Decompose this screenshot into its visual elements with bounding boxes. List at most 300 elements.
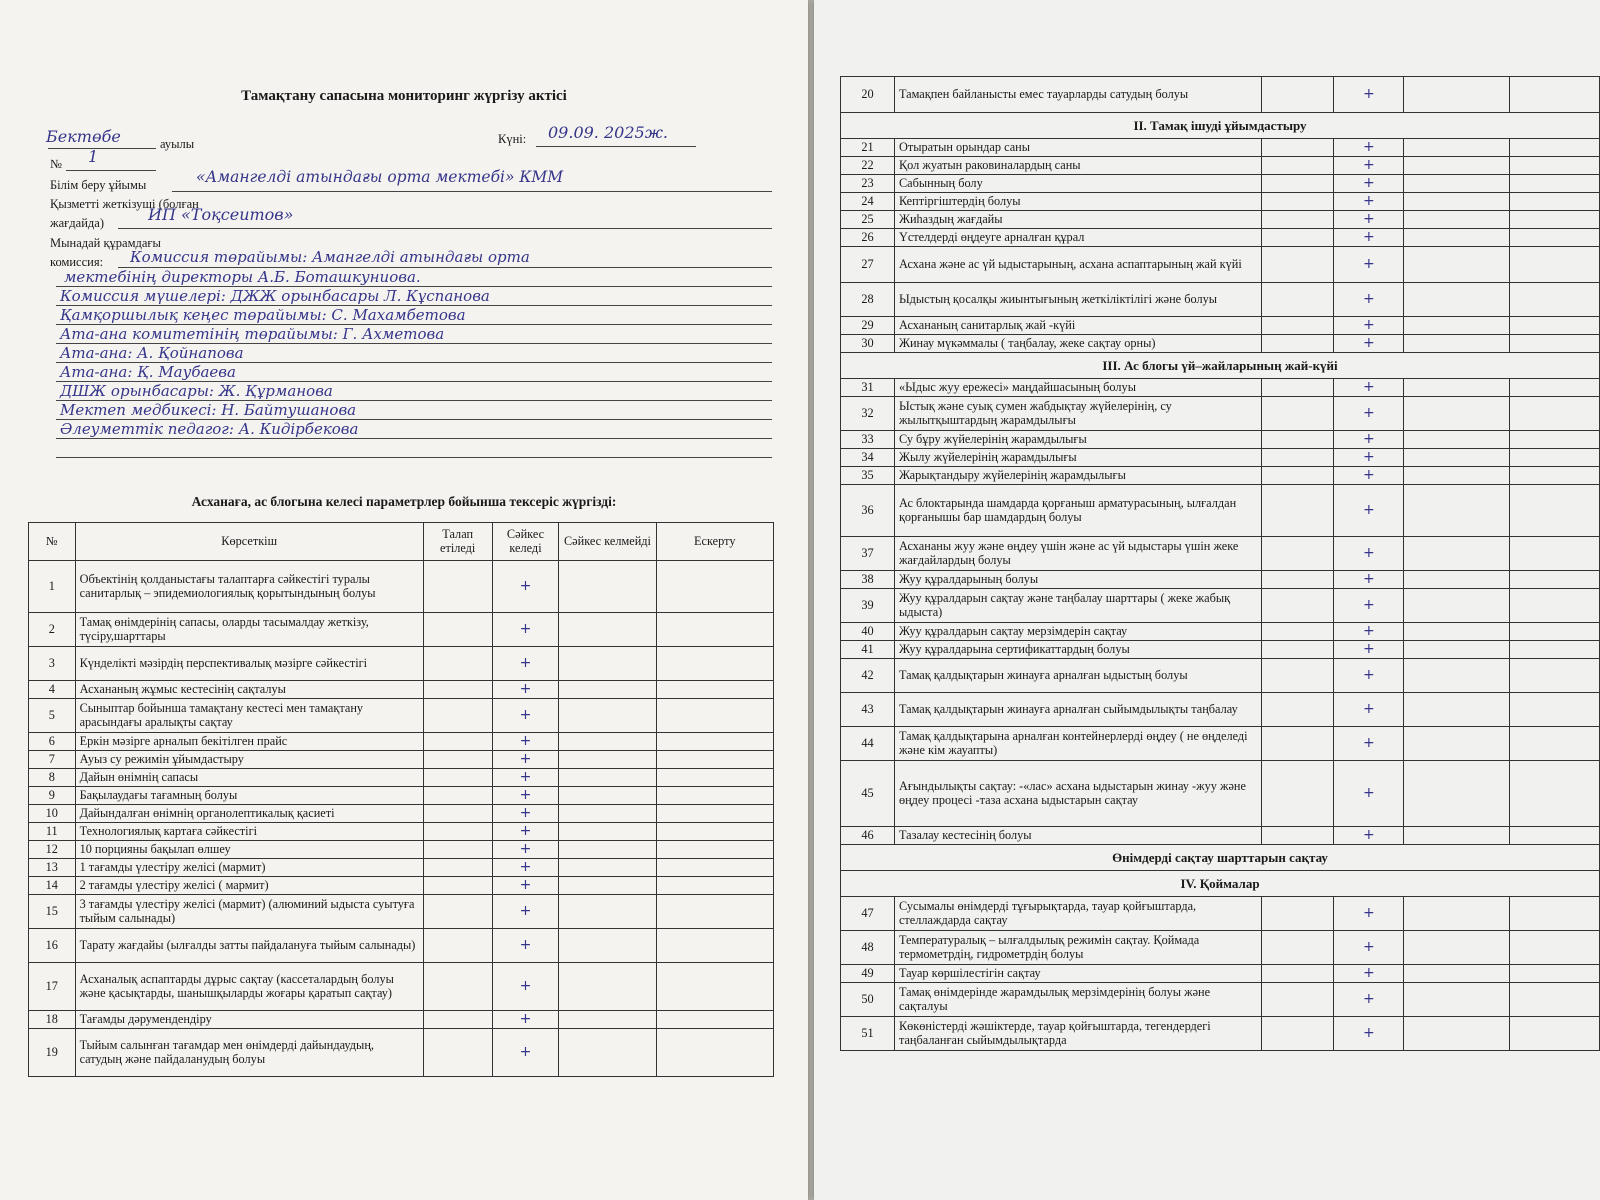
header-number: № (29, 523, 76, 561)
compliant-mark: + (1334, 283, 1404, 317)
noncompliant-cell (1404, 485, 1510, 537)
inspection-subtitle: Асханаға, ас блогына келесі параметрлер бойынша тексеріс жүргізді: (191, 494, 617, 509)
table-row (29, 613, 774, 647)
table-row (29, 769, 774, 787)
compliant-mark: + (1334, 157, 1404, 175)
noncompliant-cell (559, 929, 656, 963)
noncompliant-cell (1404, 965, 1510, 983)
noncompliant-cell (559, 859, 656, 877)
commission-line (56, 457, 772, 458)
required-cell (423, 877, 492, 895)
table-row (841, 247, 1600, 283)
row-indicator: Сабынның болу (894, 175, 1262, 193)
compliant-mark: + (492, 929, 559, 963)
commission-member: Әлеуметтік педагог: А. Кидірбекова (60, 420, 359, 438)
table-row (841, 589, 1600, 623)
row-indicator: Күнделікті мәзірдің перспективалық мәзірге сәйкестігі (75, 647, 423, 681)
row-indicator: Асхана және ас үй ыдыстарының, асхана аспаптарының жай күйі (894, 247, 1262, 283)
number-value: 1 (88, 147, 99, 166)
row-indicator: Су бұру жүйелерінің жарамдылығы (894, 431, 1262, 449)
compliant-mark: + (1334, 397, 1404, 431)
row-number: 50 (841, 983, 895, 1017)
row-indicator: Көкөністерді жәшіктерде, тауар қойғыштарда, тегендердегі таңбаланған сыйымдылықтарда (894, 1017, 1262, 1051)
row-number: 45 (841, 761, 895, 827)
compliant-mark: + (492, 769, 559, 787)
school-label: Білім беру ұйымы (50, 178, 147, 192)
row-number: 8 (29, 769, 76, 787)
date-line (536, 146, 696, 147)
compliant-mark: + (1334, 485, 1404, 537)
noncompliant-cell (1404, 175, 1510, 193)
compliant-mark: + (1334, 193, 1404, 211)
row-number: 32 (841, 397, 895, 431)
noncompliant-cell (1404, 317, 1510, 335)
row-indicator: Тамақ қалдықтарына арналған контейнерлерді өңдеу ( не өңделеді және кім жауапты) (894, 727, 1262, 761)
required-cell (1262, 571, 1334, 589)
row-indicator: Ағындылықты сақтау: -«лас» асхана ыдыстарын жинау -жуу және өңдеу процесі -таза асхана ыдыстарын сақтау (894, 761, 1262, 827)
noncompliant-cell (1404, 229, 1510, 247)
commission-member: Мектеп медбикесі: Н. Байтушанова (60, 401, 357, 419)
required-cell (1262, 379, 1334, 397)
required-cell (423, 647, 492, 681)
header-noncompliant: Сәйкес келмейді (559, 523, 656, 561)
noncompliant-cell (1404, 693, 1510, 727)
compliant-mark: + (1334, 931, 1404, 965)
row-number: 22 (841, 157, 895, 175)
row-indicator: Тамақ қалдықтарын жинауға арналған сыйымдылықты таңбалау (894, 693, 1262, 727)
header-required: Талап етіледі (423, 523, 492, 561)
row-indicator: Ас блоктарында шамдарда қорғаныш арматурасының, ылғалдан қорғанышы бар шамдардың болуы (894, 485, 1262, 537)
supplier-value: ИП «Тоқсеитов» (148, 205, 294, 224)
date-value: 09.09. 2025ж. (548, 123, 668, 142)
required-cell (423, 699, 492, 733)
row-indicator: 10 порцияны бақылап өлшеу (75, 841, 423, 859)
commission-member: ДШЖ орынбасары: Ж. Құрманова (60, 382, 333, 400)
commission-member: Ата-ана: А. Қойнапова (60, 344, 244, 362)
document-title: Тамақтану сапасына мониторинг жүргізу актісі (241, 88, 567, 104)
note-cell (656, 929, 773, 963)
required-cell (423, 929, 492, 963)
row-number: 36 (841, 485, 895, 537)
table-row (841, 335, 1600, 353)
row-number: 34 (841, 449, 895, 467)
note-cell (1510, 485, 1600, 537)
table-row (841, 77, 1600, 113)
row-indicator: Ыдыстың қосалқы жиынтығының жеткіліктілігі және болуы (894, 283, 1262, 317)
table-row (841, 537, 1600, 571)
required-cell (1262, 335, 1334, 353)
row-indicator: 1 тағамды үлестіру желісі (мармит) (75, 859, 423, 877)
row-number: 5 (29, 699, 76, 733)
row-number: 7 (29, 751, 76, 769)
note-cell (1510, 449, 1600, 467)
table-row (841, 283, 1600, 317)
noncompliant-cell (1404, 727, 1510, 761)
note-cell (1510, 659, 1600, 693)
required-cell (423, 823, 492, 841)
row-number: 18 (29, 1011, 76, 1029)
table-row (29, 841, 774, 859)
required-cell (1262, 623, 1334, 641)
noncompliant-cell (559, 895, 656, 929)
row-indicator: Отыратын орындар саны (894, 139, 1262, 157)
table-header-row (29, 523, 774, 561)
required-cell (423, 1029, 492, 1077)
table-row (841, 229, 1600, 247)
noncompliant-cell (1404, 1017, 1510, 1051)
noncompliant-cell (559, 751, 656, 769)
required-cell (1262, 449, 1334, 467)
required-cell (1262, 727, 1334, 761)
row-indicator: Объектінің қолданыстағы талаптарға сәйкестігі туралы санитарлық – эпидемиологиялық қорытындының болуы (75, 561, 423, 613)
noncompliant-cell (559, 1029, 656, 1077)
row-indicator: Тарату жағдайы (ылғалды затты пайдалануға тыйым салынады) (75, 929, 423, 963)
required-cell (1262, 983, 1334, 1017)
noncompliant-cell (559, 647, 656, 681)
table-row (841, 431, 1600, 449)
row-indicator: Асхананың санитарлық жай -күйі (894, 317, 1262, 335)
compliant-mark: + (1334, 571, 1404, 589)
header-note: Ескерту (656, 523, 773, 561)
required-cell (1262, 965, 1334, 983)
compliant-mark: + (1334, 317, 1404, 335)
noncompliant-cell (1404, 157, 1510, 175)
row-number: 33 (841, 431, 895, 449)
note-cell (1510, 537, 1600, 571)
noncompliant-cell (559, 963, 656, 1011)
noncompliant-cell (1404, 211, 1510, 229)
row-indicator: Дайын өнімнің сапасы (75, 769, 423, 787)
required-cell (1262, 211, 1334, 229)
note-cell (1510, 623, 1600, 641)
row-number: 17 (29, 963, 76, 1011)
table-row (841, 317, 1600, 335)
compliant-mark: + (1334, 139, 1404, 157)
row-number: 9 (29, 787, 76, 805)
compliant-mark: + (1334, 229, 1404, 247)
noncompliant-cell (559, 613, 656, 647)
commission-member: мектебінің директоры А.Б. Боташкуниова. (64, 268, 421, 286)
row-number: 44 (841, 727, 895, 761)
table-row (841, 211, 1600, 229)
table-row (29, 805, 774, 823)
required-cell (1262, 931, 1334, 965)
required-cell (1262, 175, 1334, 193)
row-indicator: Асхананың жұмыс кестесінің сақталуы (75, 681, 423, 699)
noncompliant-cell (1404, 897, 1510, 931)
row-number: 10 (29, 805, 76, 823)
table-row (29, 1029, 774, 1077)
note-cell (1510, 211, 1600, 229)
commission-member: Комиссия мүшелері: ДЖЖ орынбасары Л. Кұспанова (60, 287, 490, 305)
table-row (841, 467, 1600, 485)
table-row (29, 877, 774, 895)
note-cell (656, 647, 773, 681)
commission-member: Ата-ана комитетінің төрайымы: Г. Ахметова (60, 325, 445, 343)
right-page (814, 0, 1600, 1200)
table-row (841, 659, 1600, 693)
row-number: 19 (29, 1029, 76, 1077)
row-indicator: Технологиялық картаға сәйкестігі (75, 823, 423, 841)
section-title: III. Ас блогы үй–жайларының жай-күйі (841, 353, 1600, 379)
note-cell (1510, 467, 1600, 485)
village-line (48, 148, 156, 149)
note-cell (656, 859, 773, 877)
noncompliant-cell (1404, 827, 1510, 845)
date-label: Күні: (498, 132, 527, 146)
compliant-mark: + (492, 561, 559, 613)
note-cell (656, 769, 773, 787)
noncompliant-cell (1404, 623, 1510, 641)
note-cell (656, 561, 773, 613)
required-cell (1262, 467, 1334, 485)
row-indicator: Жуу құралдарының болуы (894, 571, 1262, 589)
note-cell (1510, 641, 1600, 659)
required-cell (1262, 431, 1334, 449)
row-number: 14 (29, 877, 76, 895)
row-indicator: Асхананы жуу және өңдеу үшін және ас үй ыдыстары үшін жеке жағдайлардың болуы (894, 537, 1262, 571)
row-indicator: Дайындалған өнімнің органолептикалық қасиеті (75, 805, 423, 823)
commission-label-1: Мынадай құрамдағы (50, 236, 161, 250)
supplier-line (118, 228, 772, 229)
compliant-mark: + (492, 699, 559, 733)
table-row (841, 449, 1600, 467)
noncompliant-cell (1404, 641, 1510, 659)
table-row (841, 139, 1600, 157)
row-number: 15 (29, 895, 76, 929)
noncompliant-cell (559, 805, 656, 823)
table-row (841, 727, 1600, 761)
compliant-mark: + (1334, 1017, 1404, 1051)
noncompliant-cell (1404, 283, 1510, 317)
note-cell (1510, 827, 1600, 845)
noncompliant-cell (559, 787, 656, 805)
noncompliant-cell (1404, 983, 1510, 1017)
row-number: 24 (841, 193, 895, 211)
table-row (841, 623, 1600, 641)
row-number: 20 (841, 77, 895, 113)
row-indicator: Кептіргіштердің болуы (894, 193, 1262, 211)
row-number: 27 (841, 247, 895, 283)
row-number: 26 (841, 229, 895, 247)
compliant-mark: + (1334, 449, 1404, 467)
table-row (841, 965, 1600, 983)
compliant-mark: + (1334, 335, 1404, 353)
compliant-mark: + (1334, 965, 1404, 983)
required-cell (423, 859, 492, 877)
row-number: 29 (841, 317, 895, 335)
row-number: 39 (841, 589, 895, 623)
row-number: 28 (841, 283, 895, 317)
compliant-mark: + (1334, 537, 1404, 571)
compliant-mark: + (492, 1011, 559, 1029)
required-cell (1262, 317, 1334, 335)
compliant-mark: + (1334, 589, 1404, 623)
school-line (172, 191, 772, 192)
compliant-mark: + (492, 823, 559, 841)
compliant-mark: + (1334, 827, 1404, 845)
required-cell (1262, 193, 1334, 211)
note-cell (656, 699, 773, 733)
required-cell (1262, 537, 1334, 571)
note-cell (1510, 1017, 1600, 1051)
row-indicator: Температуралық – ылғалдылық режимін сақтау. Қоймада термометрдің, гидрометрдің болуы (894, 931, 1262, 965)
village-value: Бектөбе (46, 127, 121, 146)
note-cell (1510, 139, 1600, 157)
noncompliant-cell (1404, 659, 1510, 693)
note-cell (1510, 397, 1600, 431)
commission-member: Комиссия төрайымы: Амангелді атындағы орта (130, 248, 530, 266)
noncompliant-cell (1404, 537, 1510, 571)
noncompliant-cell (1404, 431, 1510, 449)
table-row (29, 751, 774, 769)
row-number: 1 (29, 561, 76, 613)
note-cell (1510, 571, 1600, 589)
table-row (29, 681, 774, 699)
section-header-row (841, 871, 1600, 897)
compliant-mark: + (492, 733, 559, 751)
note-cell (1510, 193, 1600, 211)
supplier-label-1: Қызметті жеткізуші (болған (50, 197, 199, 211)
compliant-mark: + (492, 841, 559, 859)
table-row (841, 693, 1600, 727)
note-cell (1510, 317, 1600, 335)
row-indicator: Жарықтандыру жүйелерінің жарамдылығы (894, 467, 1262, 485)
table-row (29, 963, 774, 1011)
required-cell (423, 895, 492, 929)
noncompliant-cell (559, 1011, 656, 1029)
commission-label-2: комиссия: (50, 255, 104, 269)
table-row (841, 983, 1600, 1017)
row-indicator: Қол жуатын раковиналардың саны (894, 157, 1262, 175)
compliant-mark: + (492, 613, 559, 647)
note-cell (656, 733, 773, 751)
commission-member: Ата-ана: Қ. Маубаева (60, 363, 236, 381)
compliant-mark: + (1334, 175, 1404, 193)
row-number: 23 (841, 175, 895, 193)
table-row (29, 647, 774, 681)
row-number: 37 (841, 537, 895, 571)
compliant-mark: + (492, 787, 559, 805)
compliant-mark: + (1334, 77, 1404, 113)
row-indicator: Тамақ қалдықтарын жинауға арналған ыдыстың болуы (894, 659, 1262, 693)
number-line (66, 170, 156, 171)
note-cell (1510, 247, 1600, 283)
table-row (29, 929, 774, 963)
row-number: 25 (841, 211, 895, 229)
row-indicator: Тамақпен байланысты емес тауарларды сатудың болуы (894, 77, 1262, 113)
row-indicator: Еркін мәзірге арналып бекітілген прайс (75, 733, 423, 751)
noncompliant-cell (1404, 247, 1510, 283)
note-cell (656, 1011, 773, 1029)
row-number: 40 (841, 623, 895, 641)
noncompliant-cell (1404, 77, 1510, 113)
row-number: 46 (841, 827, 895, 845)
note-cell (1510, 693, 1600, 727)
noncompliant-cell (1404, 571, 1510, 589)
supplier-label-2: жағдайда) (50, 216, 104, 230)
required-cell (1262, 485, 1334, 537)
required-cell (423, 963, 492, 1011)
note-cell (1510, 335, 1600, 353)
row-number: 2 (29, 613, 76, 647)
note-cell (1510, 761, 1600, 827)
row-indicator: 2 тағамды үлестіру желісі ( мармит) (75, 877, 423, 895)
note-cell (1510, 379, 1600, 397)
table-row (29, 699, 774, 733)
table-row (29, 859, 774, 877)
row-indicator: Жуу құралдарын сақтау мерзімдерін сақтау (894, 623, 1262, 641)
note-cell (656, 877, 773, 895)
required-cell (1262, 761, 1334, 827)
compliant-mark: + (492, 859, 559, 877)
note-cell (656, 751, 773, 769)
required-cell (1262, 641, 1334, 659)
required-cell (1262, 827, 1334, 845)
row-indicator: Жинау мүкәммалы ( таңбалау, жеке сақтау орны) (894, 335, 1262, 353)
row-number: 3 (29, 647, 76, 681)
table-row (29, 787, 774, 805)
noncompliant-cell (1404, 379, 1510, 397)
table-row (841, 157, 1600, 175)
row-indicator: Асханалық аспаптарды дұрыс сақтау (кассеталардың болуы және қасықтарды, шанышқыларды жоғары қаратып сақтау) (75, 963, 423, 1011)
row-number: 30 (841, 335, 895, 353)
note-cell (1510, 965, 1600, 983)
commission-line (56, 438, 772, 439)
section-title: IV. Қоймалар (841, 871, 1600, 897)
note-cell (656, 681, 773, 699)
required-cell (1262, 139, 1334, 157)
required-cell (1262, 77, 1334, 113)
row-number: 11 (29, 823, 76, 841)
note-cell (1510, 431, 1600, 449)
note-cell (1510, 931, 1600, 965)
row-indicator: Жиһаздың жағдайы (894, 211, 1262, 229)
noncompliant-cell (559, 699, 656, 733)
table-row (29, 895, 774, 929)
required-cell (1262, 659, 1334, 693)
row-indicator: Үстелдерді өңдеуге арналған құрал (894, 229, 1262, 247)
table-row (841, 175, 1600, 193)
noncompliant-cell (559, 733, 656, 751)
noncompliant-cell (1404, 761, 1510, 827)
required-cell (1262, 247, 1334, 283)
compliant-mark: + (1334, 641, 1404, 659)
row-number: 4 (29, 681, 76, 699)
section-title: II. Тамақ ішуді ұйымдастыру (841, 113, 1600, 139)
required-cell (423, 681, 492, 699)
number-label: № (50, 157, 62, 171)
compliant-mark: + (492, 681, 559, 699)
compliant-mark: + (492, 877, 559, 895)
row-number: 51 (841, 1017, 895, 1051)
section-header-row (841, 113, 1600, 139)
row-number: 38 (841, 571, 895, 589)
note-cell (656, 841, 773, 859)
row-indicator: Тағамды дәрумендендіру (75, 1011, 423, 1029)
row-indicator: Жуу құралдарын сақтау және таңбалау шарттары ( жеке жабық ыдыста) (894, 589, 1262, 623)
noncompliant-cell (1404, 931, 1510, 965)
compliant-mark: + (492, 1029, 559, 1077)
table-row (841, 641, 1600, 659)
noncompliant-cell (1404, 193, 1510, 211)
commission-member: Қамқоршылық кеңес төрайымы: С. Махамбетова (60, 306, 466, 324)
note-cell (1510, 229, 1600, 247)
table-row (29, 733, 774, 751)
row-indicator: Ауыз су режимін ұйымдастыру (75, 751, 423, 769)
compliant-mark: + (1334, 659, 1404, 693)
row-number: 35 (841, 467, 895, 485)
